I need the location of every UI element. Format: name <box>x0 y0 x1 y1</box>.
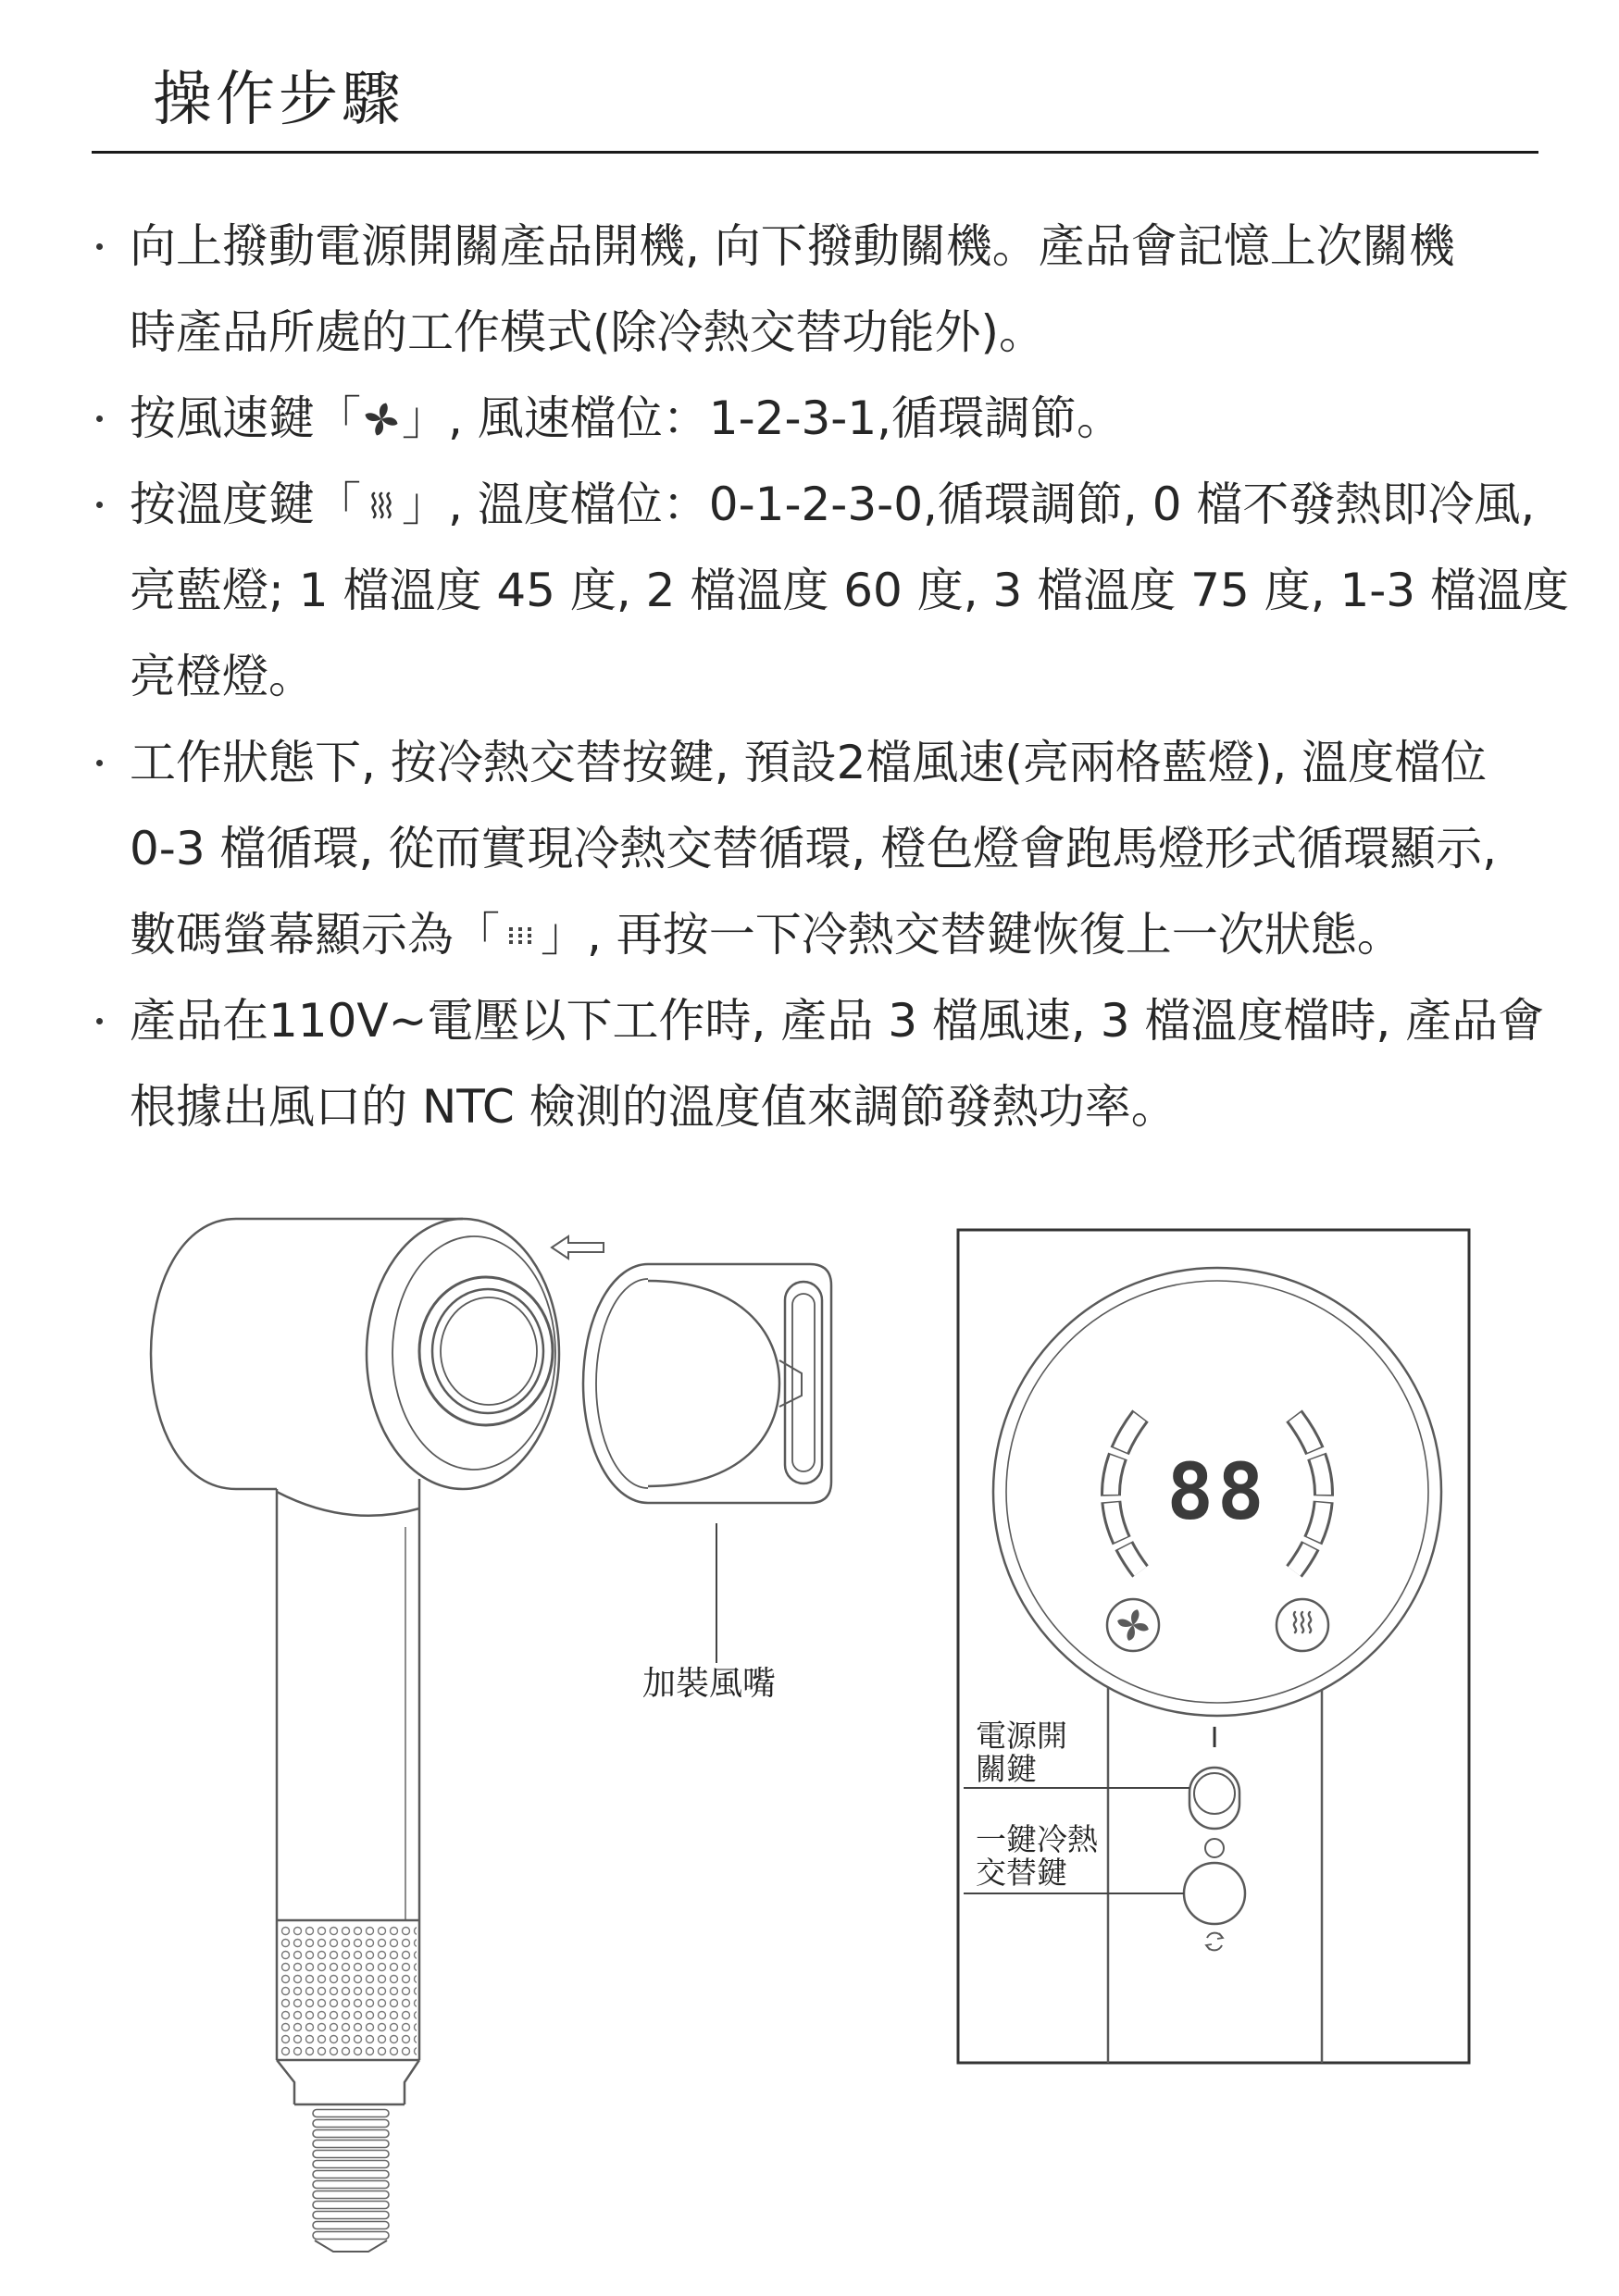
dryer-cord-spring <box>311 2108 391 2240</box>
bullet-3-line-3: 亮橙燈。 <box>130 650 315 703</box>
nozzle-cone <box>779 1360 802 1407</box>
attach-arrow-icon <box>552 1236 604 1259</box>
bullet-1-line-2: 時產品所處的工作模式(除冷熱交替功能外)。 <box>130 305 1046 359</box>
indicator-light <box>1205 1839 1224 1857</box>
bullet-4-line-3 <box>130 892 1583 978</box>
toggle-button-label <box>976 1823 1098 1890</box>
dryer-outlet-ring-outer <box>419 1277 553 1425</box>
title-divider <box>92 151 1538 154</box>
dot-grid-icon <box>502 917 539 954</box>
dryer-outlet-ring-mid <box>432 1289 543 1413</box>
dryer-collar <box>277 2060 419 2104</box>
text-segment: 」, 溫度檔位：0-1-2-3-0,循環調節, 0 檔不發熱即冷風, <box>402 478 1536 531</box>
dryer-cord-end <box>315 2240 387 2252</box>
nozzle-slot-outer <box>785 1282 822 1483</box>
fan-icon <box>363 401 400 438</box>
nozzle-inner-arc <box>596 1279 648 1488</box>
bullet-3-line-2: 亮藍燈; 1 檔溫度 45 度, 2 檔溫度 60 度, 3 檔溫度 75 度, 1-3 檔溫度 <box>130 564 1570 617</box>
page-title: 操作步驟 <box>153 66 405 134</box>
text-segment: 按溫度鍵「 <box>130 478 361 531</box>
bullet-3-line-1 <box>130 462 1583 548</box>
control-panel-detail <box>958 1230 1469 2063</box>
dryer-head-face <box>367 1219 559 1489</box>
text-segment: 」, 風速檔位：1-2-3-1,循環調節。 <box>402 391 1124 445</box>
nozzle-label: 加裝風嘴 <box>642 1665 777 1703</box>
panel-frame <box>958 1230 1469 2063</box>
text-segment: 」, 再按一下冷熱交替鍵恢復上一次狀態。 <box>541 908 1403 962</box>
power-on-mark: I <box>1210 1722 1219 1755</box>
text-segment: 數碼螢幕顯示為「 <box>130 908 500 962</box>
hot-cold-toggle-button <box>1184 1863 1245 1924</box>
cycle-icon <box>1206 1933 1223 1951</box>
dryer-face-rim <box>392 1236 555 1470</box>
power-switch <box>1189 1768 1239 1829</box>
temperature-button-icon <box>1277 1599 1328 1651</box>
toggle-button-label-line-2: 交替鍵 <box>976 1855 1067 1891</box>
bullet-5-line-2: 根據出風口的 NTC 檢測的溫度值來調節發熱功率。 <box>130 1080 1177 1134</box>
instruction-list <box>130 204 1583 1150</box>
toggle-button-label-line-1: 一鍵冷熱 <box>976 1821 1098 1857</box>
dryer-outlet-ring-inner <box>441 1297 537 1405</box>
dryer-air-intake-vents <box>280 1925 417 2056</box>
nozzle-attachment-drawing <box>583 1264 831 1503</box>
left-indicator-arc <box>1111 1416 1140 1571</box>
digital-display-readout: 88 <box>1166 1446 1268 1537</box>
bullet-1-line-1: 向上撥動電源開關產品開機, 向下撥動關機。產品會記憶上次關機 <box>130 204 1583 290</box>
nozzle-dome <box>648 1281 779 1486</box>
heat-icon <box>363 487 400 524</box>
hair-dryer-drawing <box>151 1219 559 2252</box>
dryer-head-body <box>151 1219 463 1489</box>
nozzle-body <box>648 1264 831 1503</box>
nozzle-back-arc <box>583 1264 648 1503</box>
bullet-4-line-1: 工作狀態下, 按冷熱交替按鍵, 預設2檔風速(亮兩格藍燈), 溫度檔位 <box>130 720 1583 806</box>
right-indicator-arc <box>1294 1416 1324 1571</box>
text-segment: 按風速鍵「 <box>130 391 361 445</box>
product-illustrations <box>0 1185 1619 2295</box>
bullet-5-line-1: 產品在110V~電壓以下工作時, 產品 3 檔風速, 3 檔溫度檔時, 產品會 <box>130 978 1583 1064</box>
bullet-4-line-2: 0-3 檔循環, 從而實現冷熱交替循環, 橙色燈會跑馬燈形式循環顯示, <box>130 822 1498 875</box>
nozzle-slot-inner <box>792 1294 815 1471</box>
fan-speed-button-icon <box>1107 1599 1159 1651</box>
bullet-2-line-1 <box>130 376 1583 462</box>
dryer-handle-junction <box>277 1492 419 1516</box>
power-switch-label <box>976 1719 1067 1786</box>
power-switch-label-line-1: 電源開 <box>976 1718 1067 1754</box>
power-switch-label-line-2: 關鍵 <box>976 1751 1037 1787</box>
